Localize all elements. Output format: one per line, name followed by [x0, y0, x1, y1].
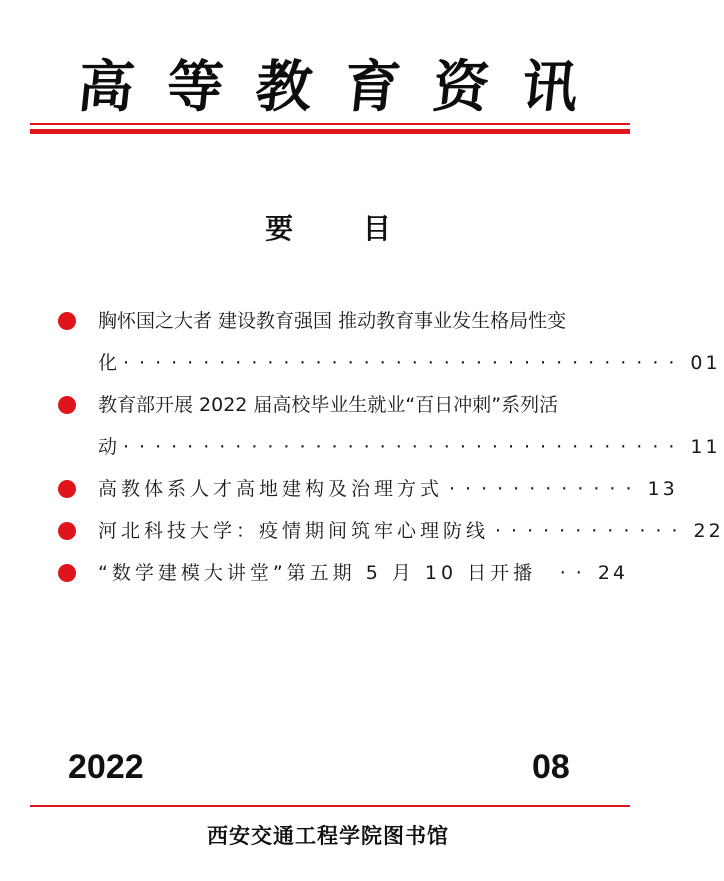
- header-rule-thick: [30, 129, 630, 134]
- toc-item-title: 高教体系人才高地建构及治理方式: [98, 478, 444, 500]
- toc-item-title-cont: 动: [98, 436, 118, 458]
- bullet-icon: [58, 564, 76, 582]
- issue-number: 08: [532, 748, 570, 786]
- toc-page-number: 11: [690, 436, 721, 458]
- issue-year: 2022: [68, 748, 144, 786]
- contents-title: 要 目: [265, 212, 421, 245]
- toc-item-title: 河北科技大学：疫情期间筑牢心理防线: [98, 520, 490, 542]
- masthead-char: 教: [252, 54, 316, 120]
- masthead-title: [0, 52, 656, 122]
- masthead-char: 资: [429, 54, 493, 120]
- toc-item-title: 胸怀国之大者 建设教育强国 推动教育事业发生格局性变: [98, 310, 567, 332]
- leader-dots: ··: [559, 562, 592, 584]
- leader-dots: ············: [495, 520, 688, 542]
- toc-page-number: 22: [693, 520, 724, 542]
- toc-item[interactable]: [58, 300, 721, 384]
- bullet-icon: [58, 312, 76, 330]
- bullet-icon: [58, 480, 76, 498]
- toc-item-title-cont: 化: [98, 352, 118, 374]
- header-rule-thin: [30, 123, 630, 125]
- leader-dots: ···································: [123, 436, 685, 458]
- bullet-icon: [58, 522, 76, 540]
- toc-item[interactable]: [58, 510, 724, 552]
- toc-item[interactable]: [58, 468, 678, 510]
- bullet-icon: [58, 396, 76, 414]
- table-of-contents: [58, 300, 724, 594]
- masthead-char: 等: [163, 54, 227, 120]
- leader-dots: ············: [449, 478, 642, 500]
- masthead-char: 育: [340, 54, 404, 120]
- toc-item[interactable]: [58, 552, 628, 594]
- masthead-char: 讯: [518, 54, 582, 120]
- toc-item-title: 教育部开展 2022 届高校毕业生就业“百日冲刺”系列活: [98, 394, 559, 416]
- toc-item[interactable]: [58, 384, 721, 468]
- toc-page-number: 13: [647, 478, 678, 500]
- toc-item-title: “数学建模大讲堂”第五期 5 月 10 日开播: [98, 562, 537, 584]
- footer-rule: [30, 805, 630, 807]
- masthead-char: 高: [74, 54, 138, 120]
- toc-page-number: 24: [597, 562, 628, 584]
- publisher-name: 西安交通工程学院图书馆: [207, 824, 449, 848]
- leader-dots: ···································: [123, 352, 685, 374]
- toc-page-number: 01: [690, 352, 721, 374]
